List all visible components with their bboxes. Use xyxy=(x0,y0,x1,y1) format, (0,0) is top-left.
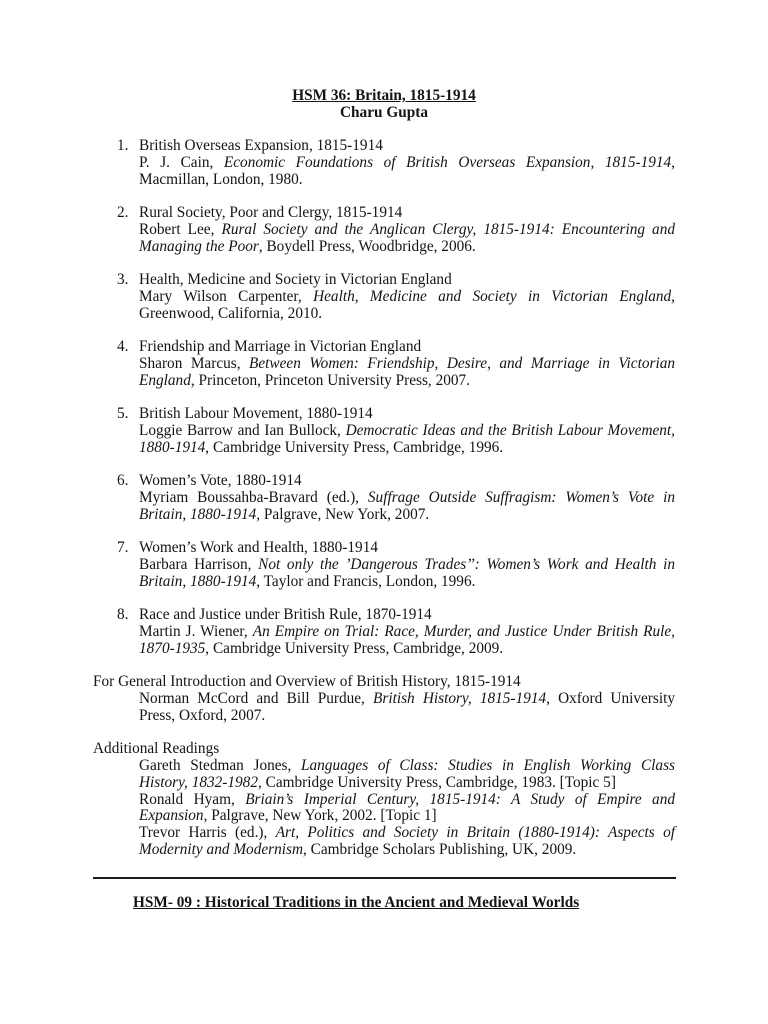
topic-heading xyxy=(117,137,675,155)
topic-title: Rural Society, Poor and Clergy, 1815-1914 xyxy=(139,204,403,222)
topic-number: 2. xyxy=(117,204,129,222)
topic-item xyxy=(117,472,676,523)
citation-text: Barbara Harrison, xyxy=(139,556,259,573)
syllabus-page xyxy=(0,88,768,859)
topic-item xyxy=(117,204,676,255)
topic-number: 7. xyxy=(117,539,129,557)
topic-reading xyxy=(139,155,675,189)
general-introduction-reading xyxy=(139,691,675,725)
additional-readings-list xyxy=(139,758,675,859)
work-title: Britain, 1880-1914 xyxy=(139,505,257,523)
topic-reading xyxy=(139,222,675,256)
topic-heading xyxy=(117,338,675,356)
citation-text: Loggie Barrow and Ian Bullock, xyxy=(139,422,346,439)
citation-text: Robert Lee, xyxy=(139,221,222,238)
citation-text: , Cambridge Scholars Publishing, UK, 2009. xyxy=(303,840,577,858)
citation-line xyxy=(139,708,675,725)
topic-number: 5. xyxy=(117,405,129,423)
work-title: Democratic Ideas and the British Labour Movement, xyxy=(345,422,675,439)
citation-line xyxy=(139,825,675,842)
citation-line xyxy=(139,808,675,825)
general-introduction-heading: For General Introduction and Overview of British History, 1815-1914 xyxy=(93,673,521,691)
citation-text: , Oxford University xyxy=(546,690,675,707)
work-title: Economic Foundations of British Overseas Expansion, 1815-1914 xyxy=(223,154,672,171)
work-title: England xyxy=(139,371,191,389)
citation-text: P. J. Cain, xyxy=(139,154,224,171)
topic-number: 4. xyxy=(117,338,129,356)
work-title: 1880-1914 xyxy=(139,438,206,456)
course-title-line xyxy=(0,88,768,105)
citation-text: Macmillan, London, 1980. xyxy=(139,170,303,188)
work-title: Expansion xyxy=(139,807,204,825)
citation-line xyxy=(139,289,675,306)
citation-text: Sharon Marcus, xyxy=(139,355,250,372)
additional-reading-item xyxy=(139,825,675,859)
topic-reading xyxy=(139,490,675,524)
topic-reading xyxy=(139,557,675,591)
work-title: Between Women: Friendship, Desire, and Marriage in Victorian xyxy=(249,355,675,372)
topic-item xyxy=(117,539,675,590)
work-title: Art, Politics and Society in Britain (1880-1914): Aspects of xyxy=(275,824,675,841)
citation-line xyxy=(139,490,675,507)
citation-line xyxy=(139,423,675,440)
citation-text: , Cambridge University Press, Cambridge, 2009. xyxy=(205,639,504,657)
citation-line xyxy=(139,574,675,591)
topic-reading xyxy=(139,356,675,390)
citation-line xyxy=(139,239,675,256)
additional-reading-item xyxy=(139,758,675,792)
citation-text: Greenwood, California, 2010. xyxy=(139,304,323,322)
topic-title: Women’s Vote, 1880-1914 xyxy=(139,472,302,490)
spacer xyxy=(0,122,768,139)
work-title: Managing the Poor xyxy=(139,237,259,255)
work-title: Not only the ’Dangerous Trades’’: Women’s Work and Health in xyxy=(258,556,675,573)
citation-text: Norman McCord and Bill Purdue, xyxy=(139,690,374,707)
citation-text: , xyxy=(671,154,675,171)
citation-text: Trevor Harris (ed.), xyxy=(139,824,276,841)
citation-line xyxy=(139,624,675,641)
citation-text: Gareth Stedman Jones, xyxy=(139,757,301,774)
citation-text: , Palgrave, New York, 2002. [Topic 1] xyxy=(203,807,437,825)
work-title: Health, Medicine and Society in Victorian England xyxy=(313,288,672,305)
citation-line xyxy=(139,155,675,172)
section-divider xyxy=(93,877,676,879)
citation-text: Ronald Hyam, xyxy=(139,790,246,808)
topic-title: Friendship and Marriage in Victorian England xyxy=(139,338,422,356)
work-title: Briain’s Imperial Century, 1815-1914: A Study of Empire and xyxy=(245,790,675,808)
citation-line xyxy=(139,440,675,457)
citation-line xyxy=(139,373,675,390)
topic-heading xyxy=(117,539,675,557)
work-title: British History, 1815-1914 xyxy=(373,690,547,707)
citation-text: Mary Wilson Carpenter, xyxy=(139,288,314,305)
work-title: Modernity and Modernism xyxy=(139,840,303,858)
citation-line xyxy=(139,792,675,809)
citation-text: , Taylor and Francis, London, 1996. xyxy=(256,572,476,590)
topic-list xyxy=(117,137,676,657)
work-title: Languages of Class: Studies in English Working Class xyxy=(301,757,675,774)
citation-line xyxy=(139,557,675,574)
citation-line xyxy=(139,641,675,658)
topic-reading xyxy=(139,423,675,457)
citation-text: , Boydell Press, Woodbridge, 2006. xyxy=(258,237,476,255)
spacer xyxy=(0,725,768,742)
course-title: HSM 36: Britain, 1815-1914 xyxy=(292,87,476,104)
topic-number: 8. xyxy=(117,606,129,624)
topic-heading xyxy=(117,405,675,423)
citation-text: Press, Oxford, 2007. xyxy=(139,706,266,724)
citation-text: , Princeton, Princeton University Press, 2007. xyxy=(190,371,470,389)
topic-item xyxy=(117,405,675,456)
topic-item xyxy=(117,606,675,657)
citation-text: , Cambridge University Press, Cambridge, 1996. xyxy=(205,438,504,456)
citation-line xyxy=(139,758,675,775)
topic-title: Women’s Work and Health, 1880-1914 xyxy=(139,539,378,557)
work-title: An Empire on Trial: Race, Murder, and Justice Under British Rule, xyxy=(252,623,675,640)
citation-text: , Palgrave, New York, 2007. xyxy=(256,505,430,523)
citation-line xyxy=(139,842,675,859)
topic-number: 6. xyxy=(117,472,129,490)
topic-heading xyxy=(117,204,675,222)
topic-title: British Overseas Expansion, 1815-1914 xyxy=(139,137,383,155)
work-title: Britain, 1880-1914 xyxy=(139,572,257,590)
citation-text: Martin J. Wiener, xyxy=(139,623,253,640)
citation-line xyxy=(139,222,675,239)
topic-heading xyxy=(117,271,675,289)
additional-reading-item xyxy=(139,792,675,826)
additional-readings-heading: Additional Readings xyxy=(93,740,220,758)
topic-item xyxy=(117,271,675,322)
instructor-name: Charu Gupta xyxy=(340,103,428,121)
citation-line xyxy=(139,691,675,708)
work-title: 1870-1935 xyxy=(139,639,206,657)
topic-item xyxy=(117,137,675,188)
citation-line xyxy=(139,172,675,189)
citation-line xyxy=(139,775,675,792)
topic-title: Race and Justice under British Rule, 1870-1914 xyxy=(139,606,432,624)
work-title: Rural Society and the Anglican Clergy, 1815-1914: Encountering and xyxy=(221,221,676,238)
topic-number: 1. xyxy=(117,137,129,155)
topic-heading xyxy=(117,606,675,624)
citation-line xyxy=(139,306,675,323)
topic-item xyxy=(117,338,675,389)
topic-title: British Labour Movement, 1880-1914 xyxy=(139,405,373,423)
citation-line xyxy=(139,356,675,373)
work-title: Suffrage Outside Suffragism: Women’s Vote in xyxy=(367,489,676,506)
citation-text: , xyxy=(671,288,675,305)
topic-reading xyxy=(139,624,675,658)
citation-text: Myriam Boussahba-Bravard (ed.), xyxy=(139,489,368,506)
citation-line xyxy=(139,507,675,524)
work-title: History, 1832-1982 xyxy=(139,773,258,791)
next-course-title: HSM- 09 : Historical Traditions in the Ancient and Medieval Worlds xyxy=(133,894,580,911)
topic-reading xyxy=(139,289,675,323)
topic-heading xyxy=(117,472,675,490)
topic-title: Health, Medicine and Society in Victorian England xyxy=(139,271,452,289)
topic-number: 3. xyxy=(117,271,129,289)
citation-text: , Cambridge University Press, Cambridge, 1983. [Topic 5] xyxy=(257,773,616,791)
